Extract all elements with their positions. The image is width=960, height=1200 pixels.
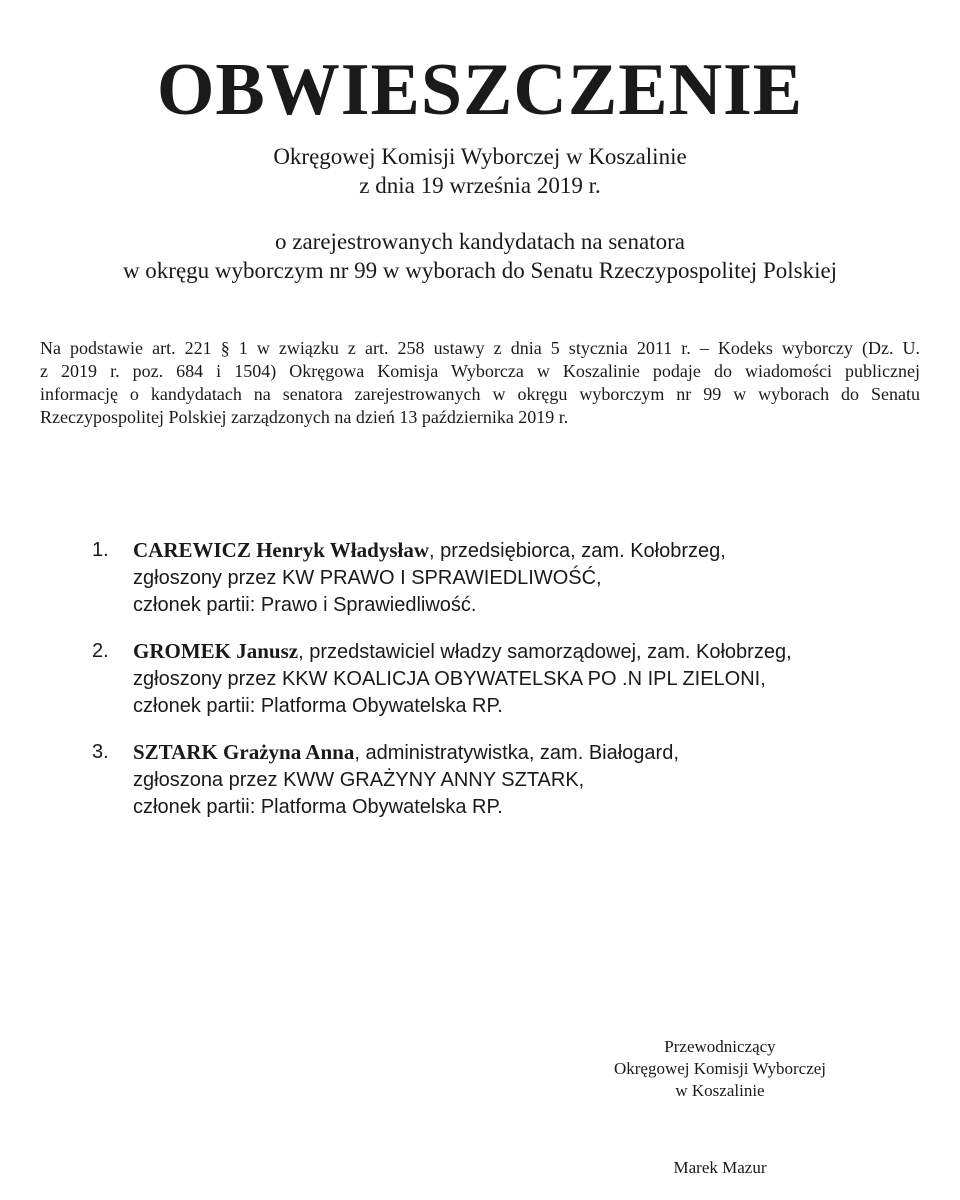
issuer-block <box>0 142 960 200</box>
candidate-name: CAREWICZ Henryk Władysław <box>133 538 429 562</box>
signatory-commission: Okręgowej Komisji Wyborczej <box>613 1059 827 1078</box>
candidate-party: członek partii: Platforma Obywatelska RP. <box>133 796 503 818</box>
preamble-line: Na podstawie art. 221 § 1 w związku z art. 258 ustawy z dnia 5 stycznia 2011 r. – Kodeks wyborczy (Dz. U. <box>40 338 920 358</box>
candidate-item <box>92 638 912 720</box>
candidate-description: , przedsiębiorca, zam. Kołobrzeg, <box>429 540 726 562</box>
candidate-submitted-by: zgłoszona przez KWW GRAŻYNY ANNY SZTARK, <box>133 769 585 791</box>
signature-block <box>560 1036 880 1102</box>
issue-date: z dnia 19 września 2019 r. <box>359 173 601 198</box>
subject-line-2: w okręgu wyborczym nr 99 w wyborach do Senatu Rzeczypospolitej Polskiej <box>122 258 838 283</box>
candidate-item <box>92 739 912 821</box>
candidate-number: 1. <box>92 539 109 561</box>
candidate-description: , przedstawiciel władzy samorządowej, zam. Kołobrzeg, <box>298 641 792 663</box>
issuer-name: Okręgowej Komisji Wyborczej w Koszalinie <box>273 144 687 169</box>
preamble-line: z 2019 r. poz. 684 i 1504) Okręgowa Komisja Wyborcza w Koszalinie podaje do wiadomości publicznej <box>40 361 920 381</box>
signatory-location: w Koszalinie <box>675 1081 765 1100</box>
subject-block <box>0 227 960 285</box>
candidate-number: 2. <box>92 640 109 662</box>
candidate-submitted-by: zgłoszony przez KW PRAWO I SPRAWIEDLIWOŚĆ, <box>133 567 602 589</box>
candidate-party: członek partii: Prawo i Sprawiedliwość. <box>133 594 477 616</box>
candidate-party: członek partii: Platforma Obywatelska RP. <box>133 695 503 717</box>
candidate-name: SZTARK Grażyna Anna <box>133 740 355 764</box>
preamble-line: Rzeczypospolitej Polskiej zarządzonych na dzień 13 października 2019 r. <box>40 407 569 427</box>
candidate-description: , administratywistka, zam. Białogard, <box>354 742 679 764</box>
candidate-list <box>92 537 912 840</box>
document-title: OBWIESZCZENIE <box>156 49 804 131</box>
candidate-item <box>92 537 912 619</box>
candidate-name: GROMEK Janusz <box>133 639 299 663</box>
preamble-line: informację o kandydatach na senatora zarejestrowanych w okręgu wyborczym nr 99 w wyborach do Senatu <box>40 384 920 404</box>
signatory-name: Marek Mazur <box>673 1158 767 1177</box>
signatory-role: Przewodniczący <box>664 1037 776 1056</box>
legal-preamble <box>40 337 920 429</box>
subject-line-1: o zarejestrowanych kandydatach na senatora <box>275 229 685 254</box>
candidate-number: 3. <box>92 741 109 763</box>
candidate-submitted-by: zgłoszony przez KKW KOALICJA OBYWATELSKA PO .N IPL ZIELONI, <box>133 668 766 690</box>
